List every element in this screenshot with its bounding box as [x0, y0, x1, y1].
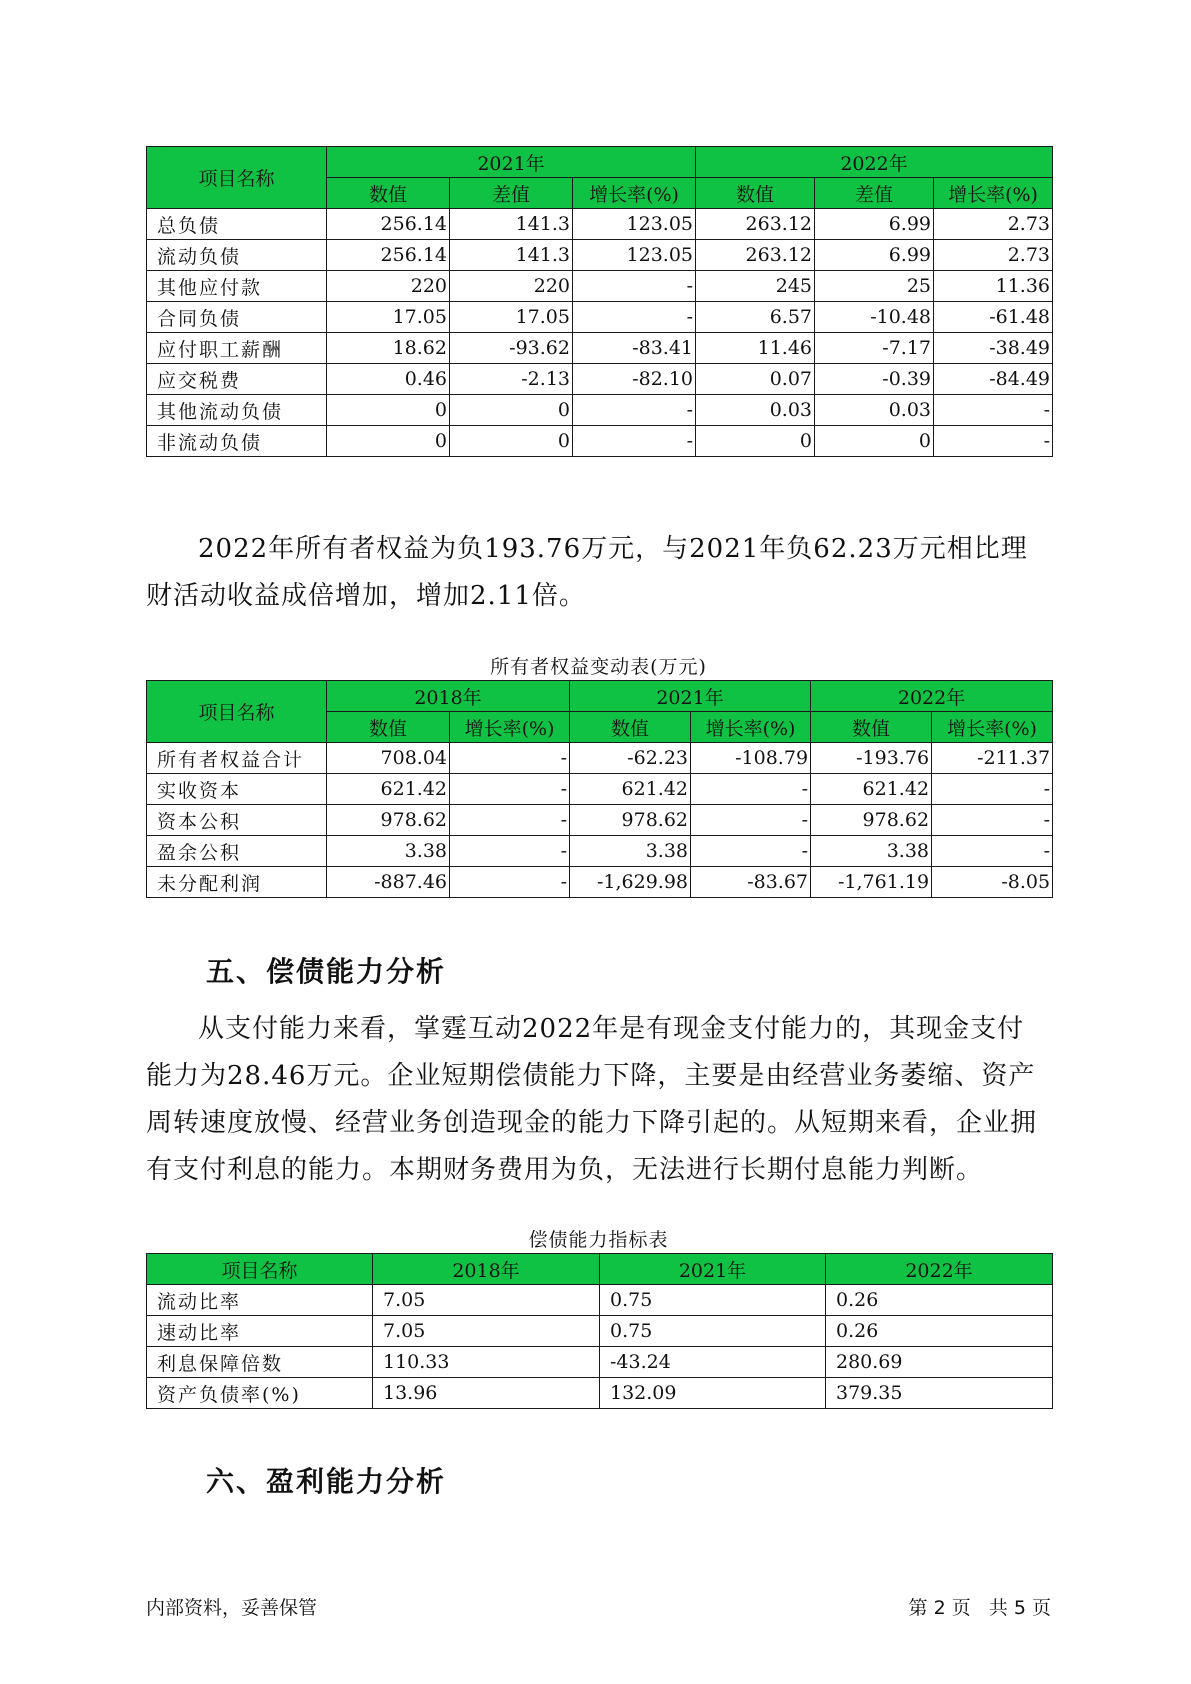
cell-value: -84.49: [934, 364, 1053, 395]
cell-value: -: [691, 774, 811, 805]
cell-value: 0.03: [815, 395, 934, 426]
cell-value: 6.99: [815, 209, 934, 240]
cell-value: -193.76: [811, 743, 932, 774]
cell-value: 0.03: [696, 395, 815, 426]
cell-value: -83.67: [691, 867, 811, 898]
cell-value: 0: [815, 426, 934, 457]
row-label: 所有者权益合计: [147, 743, 327, 774]
table-subheader: 增长率(%): [573, 178, 696, 209]
cell-value: 621.42: [811, 774, 932, 805]
row-label: 资本公积: [147, 805, 327, 836]
cell-value: -211.37: [932, 743, 1053, 774]
row-label: 合同负债: [147, 302, 327, 333]
table-row: [147, 302, 1053, 333]
footer-page-number: 第 2 页 共 5 页: [908, 1597, 1051, 1619]
cell-value: -0.39: [815, 364, 934, 395]
cell-value: 11.36: [934, 271, 1053, 302]
table-header-name: 项目名称: [147, 147, 327, 209]
row-label: 流动比率: [147, 1285, 373, 1316]
cell-value: 123.05: [573, 240, 696, 271]
table-subheader: 差值: [815, 178, 934, 209]
cell-value: -: [932, 805, 1053, 836]
table-header-year: 2021年: [570, 681, 811, 712]
cell-value: 110.33: [373, 1347, 600, 1378]
cell-value: 978.62: [570, 805, 691, 836]
footer-confidential: 内部资料，妥善保管: [146, 1597, 318, 1619]
cell-value: -: [691, 836, 811, 867]
cell-value: 2.73: [934, 209, 1053, 240]
table-row: [147, 240, 1053, 271]
section-heading-profitability: 六、盈利能力分析: [206, 1465, 447, 1498]
cell-value: -61.48: [934, 302, 1053, 333]
row-label: 应交税费: [147, 364, 327, 395]
row-label: 资产负债率(%): [147, 1378, 373, 1409]
table-row: [147, 426, 1053, 457]
table-row: [147, 836, 1053, 867]
cell-value: 708.04: [327, 743, 450, 774]
cell-value: 7.05: [373, 1316, 600, 1347]
table-subheader: 数值: [696, 178, 815, 209]
row-label: 流动负债: [147, 240, 327, 271]
cell-value: 25: [815, 271, 934, 302]
cell-value: -: [691, 805, 811, 836]
row-label: 应付职工薪酬: [147, 333, 327, 364]
table-subheader: 增长率(%): [691, 712, 811, 743]
cell-value: 0: [327, 395, 450, 426]
cell-value: -1,761.19: [811, 867, 932, 898]
cell-value: 621.42: [327, 774, 450, 805]
cell-value: 0.26: [826, 1316, 1053, 1347]
cell-value: 379.35: [826, 1378, 1053, 1409]
cell-value: 18.62: [327, 333, 450, 364]
cell-value: 0: [696, 426, 815, 457]
row-label: 其他应付款: [147, 271, 327, 302]
table-row: [147, 209, 1053, 240]
row-label: 速动比率: [147, 1316, 373, 1347]
cell-value: 0: [450, 426, 573, 457]
cell-value: 3.38: [570, 836, 691, 867]
table-header-year: 2022年: [696, 147, 1053, 178]
cell-value: -7.17: [815, 333, 934, 364]
cell-value: 17.05: [327, 302, 450, 333]
cell-value: -43.24: [600, 1347, 826, 1378]
table-row: [147, 774, 1053, 805]
equity-table: [146, 680, 1053, 898]
cell-value: -83.41: [573, 333, 696, 364]
cell-value: -: [573, 271, 696, 302]
table-subheader: 增长率(%): [450, 712, 570, 743]
cell-value: 0: [450, 395, 573, 426]
cell-value: 256.14: [327, 209, 450, 240]
table-row: [147, 1316, 1053, 1347]
table-subheader: 增长率(%): [934, 178, 1053, 209]
cell-value: -: [450, 805, 570, 836]
cell-value: 132.09: [600, 1378, 826, 1409]
table-header-year: 2022年: [826, 1254, 1053, 1285]
table-row: [147, 867, 1053, 898]
cell-value: 245: [696, 271, 815, 302]
table-subheader: 数值: [327, 178, 450, 209]
cell-value: -10.48: [815, 302, 934, 333]
row-label: 总负债: [147, 209, 327, 240]
table-row: [147, 1378, 1053, 1409]
cell-value: -108.79: [691, 743, 811, 774]
cell-value: 3.38: [327, 836, 450, 867]
equity-table-caption: 所有者权益变动表(万元): [490, 656, 707, 678]
solvency-table: [146, 1253, 1053, 1409]
row-label: 利息保障倍数: [147, 1347, 373, 1378]
cell-value: 11.46: [696, 333, 815, 364]
table-row: [147, 364, 1053, 395]
cell-value: -62.23: [570, 743, 691, 774]
cell-value: 263.12: [696, 240, 815, 271]
row-label: 未分配利润: [147, 867, 327, 898]
row-label: 实收资本: [147, 774, 327, 805]
cell-value: -: [450, 867, 570, 898]
cell-value: -2.13: [450, 364, 573, 395]
table-header-year: 2018年: [327, 681, 570, 712]
table-subheader: 增长率(%): [932, 712, 1053, 743]
table-row: [147, 1285, 1053, 1316]
cell-value: 2.73: [934, 240, 1053, 271]
cell-value: 0.26: [826, 1285, 1053, 1316]
cell-value: -: [932, 836, 1053, 867]
cell-value: -: [450, 743, 570, 774]
cell-value: -: [934, 426, 1053, 457]
cell-value: -: [934, 395, 1053, 426]
cell-value: -: [573, 302, 696, 333]
cell-value: 256.14: [327, 240, 450, 271]
cell-value: -93.62: [450, 333, 573, 364]
cell-value: 621.42: [570, 774, 691, 805]
cell-value: 0: [327, 426, 450, 457]
cell-value: 263.12: [696, 209, 815, 240]
cell-value: 13.96: [373, 1378, 600, 1409]
liabilities-table: [146, 146, 1053, 457]
cell-value: 123.05: [573, 209, 696, 240]
cell-value: -38.49: [934, 333, 1053, 364]
table-row: [147, 1347, 1053, 1378]
table-header-year: 2018年: [373, 1254, 600, 1285]
cell-value: -: [932, 774, 1053, 805]
table-header-name: 项目名称: [147, 681, 327, 743]
table-subheader: 数值: [570, 712, 691, 743]
table-row: [147, 743, 1053, 774]
table-subheader: 数值: [811, 712, 932, 743]
row-label: 非流动负债: [147, 426, 327, 457]
cell-value: 141.3: [450, 240, 573, 271]
cell-value: 6.99: [815, 240, 934, 271]
cell-value: 3.38: [811, 836, 932, 867]
cell-value: 17.05: [450, 302, 573, 333]
cell-value: -1,629.98: [570, 867, 691, 898]
table-header-year: 2021年: [600, 1254, 826, 1285]
cell-value: 978.62: [811, 805, 932, 836]
table-header-name: 项目名称: [147, 1254, 373, 1285]
cell-value: 220: [450, 271, 573, 302]
cell-value: -: [573, 426, 696, 457]
table-subheader: 数值: [327, 712, 450, 743]
cell-value: 6.57: [696, 302, 815, 333]
cell-value: 0.75: [600, 1285, 826, 1316]
cell-value: 220: [327, 271, 450, 302]
solvency-paragraph: 从支付能力来看，掌霆互动2022年是有现金支付能力的，其现金支付能力为28.46万元。企业短期偿债能力下降，主要是由经营业务萎缩、资产周转速度放慢、经营业务创造现金的能力下降引起的。从短期来看，企业拥有支付利息的能力。本期财务费用为负，无法进行长期付息能力判断。: [146, 1014, 1038, 1185]
table-row: [147, 271, 1053, 302]
section-heading-solvency: 五、偿债能力分析: [206, 955, 447, 988]
row-label: 其他流动负债: [147, 395, 327, 426]
cell-value: 978.62: [327, 805, 450, 836]
table-row: [147, 395, 1053, 426]
cell-value: -: [573, 395, 696, 426]
table-header-year: 2022年: [811, 681, 1053, 712]
cell-value: 280.69: [826, 1347, 1053, 1378]
table-row: [147, 333, 1053, 364]
table-subheader: 差值: [450, 178, 573, 209]
table-row: [147, 805, 1053, 836]
row-label: 盈余公积: [147, 836, 327, 867]
equity-paragraph: 2022年所有者权益为负193.76万元，与2021年负62.23万元相比理财活动收益成倍增加，增加2.11倍。: [146, 534, 1028, 611]
cell-value: -: [450, 774, 570, 805]
cell-value: -887.46: [327, 867, 450, 898]
solvency-table-caption: 偿债能力指标表: [528, 1229, 669, 1251]
cell-value: 0.07: [696, 364, 815, 395]
cell-value: -: [450, 836, 570, 867]
cell-value: -82.10: [573, 364, 696, 395]
cell-value: 0.75: [600, 1316, 826, 1347]
table-header-year: 2021年: [327, 147, 696, 178]
cell-value: -8.05: [932, 867, 1053, 898]
cell-value: 0.46: [327, 364, 450, 395]
cell-value: 141.3: [450, 209, 573, 240]
cell-value: 7.05: [373, 1285, 600, 1316]
